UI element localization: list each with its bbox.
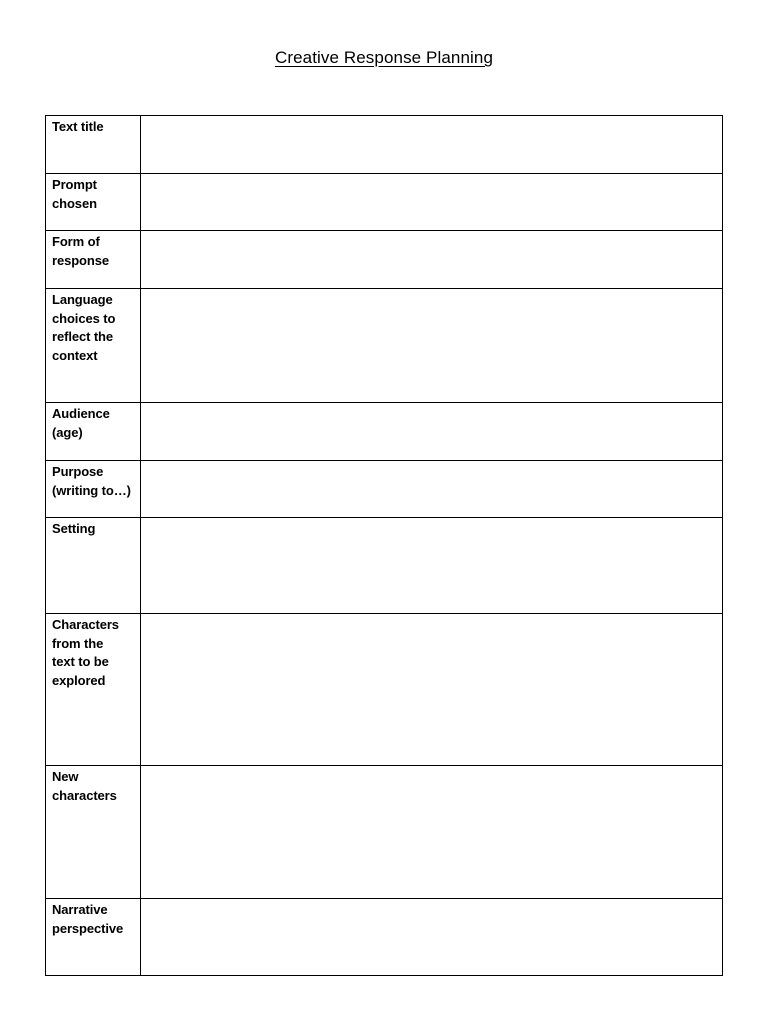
row-label: Text title [52, 119, 104, 134]
prompt-chosen-response-cell[interactable] [141, 174, 723, 231]
language-choices-response-cell[interactable] [141, 289, 723, 403]
row-label: Characters from the text to be explored [52, 617, 119, 688]
table-row-text-title [46, 116, 723, 174]
row-label-cell [46, 289, 141, 403]
row-label: New characters [52, 769, 117, 803]
characters-from-text-response-cell[interactable] [141, 614, 723, 766]
row-label-cell [46, 403, 141, 461]
row-label-cell [46, 518, 141, 614]
planning-table [45, 115, 723, 976]
row-label-cell [46, 614, 141, 766]
row-label: Purpose (writing to…) [52, 464, 131, 498]
row-label: Audience (age) [52, 406, 110, 440]
table-row-new-characters [46, 766, 723, 899]
row-label: Narrative perspective [52, 902, 124, 936]
form-of-response-response-cell[interactable] [141, 231, 723, 289]
page-title: Creative Response Planning [274, 48, 494, 67]
row-label-cell [46, 899, 141, 976]
table-row-audience [46, 403, 723, 461]
row-label: Setting [52, 521, 96, 536]
purpose-response-cell[interactable] [141, 461, 723, 518]
audience-response-cell[interactable] [141, 403, 723, 461]
new-characters-response-cell[interactable] [141, 766, 723, 899]
row-label: Form of response [52, 234, 110, 268]
row-label-cell [46, 174, 141, 231]
narrative-perspective-response-cell[interactable] [141, 899, 723, 976]
table-row-setting [46, 518, 723, 614]
table-row-form-of-response [46, 231, 723, 289]
table-row-prompt-chosen [46, 174, 723, 231]
table-row-characters-from-text [46, 614, 723, 766]
row-label-cell [46, 231, 141, 289]
row-label: Prompt chosen [52, 177, 97, 211]
row-label-cell [46, 766, 141, 899]
table-row-language-choices [46, 289, 723, 403]
table-row-narrative-perspective [46, 899, 723, 976]
table-row-purpose [46, 461, 723, 518]
setting-response-cell[interactable] [141, 518, 723, 614]
row-label-cell [46, 116, 141, 174]
row-label: Language choices to reflect the context [52, 292, 116, 363]
row-label-cell [46, 461, 141, 518]
text-title-response-cell[interactable] [141, 116, 723, 174]
